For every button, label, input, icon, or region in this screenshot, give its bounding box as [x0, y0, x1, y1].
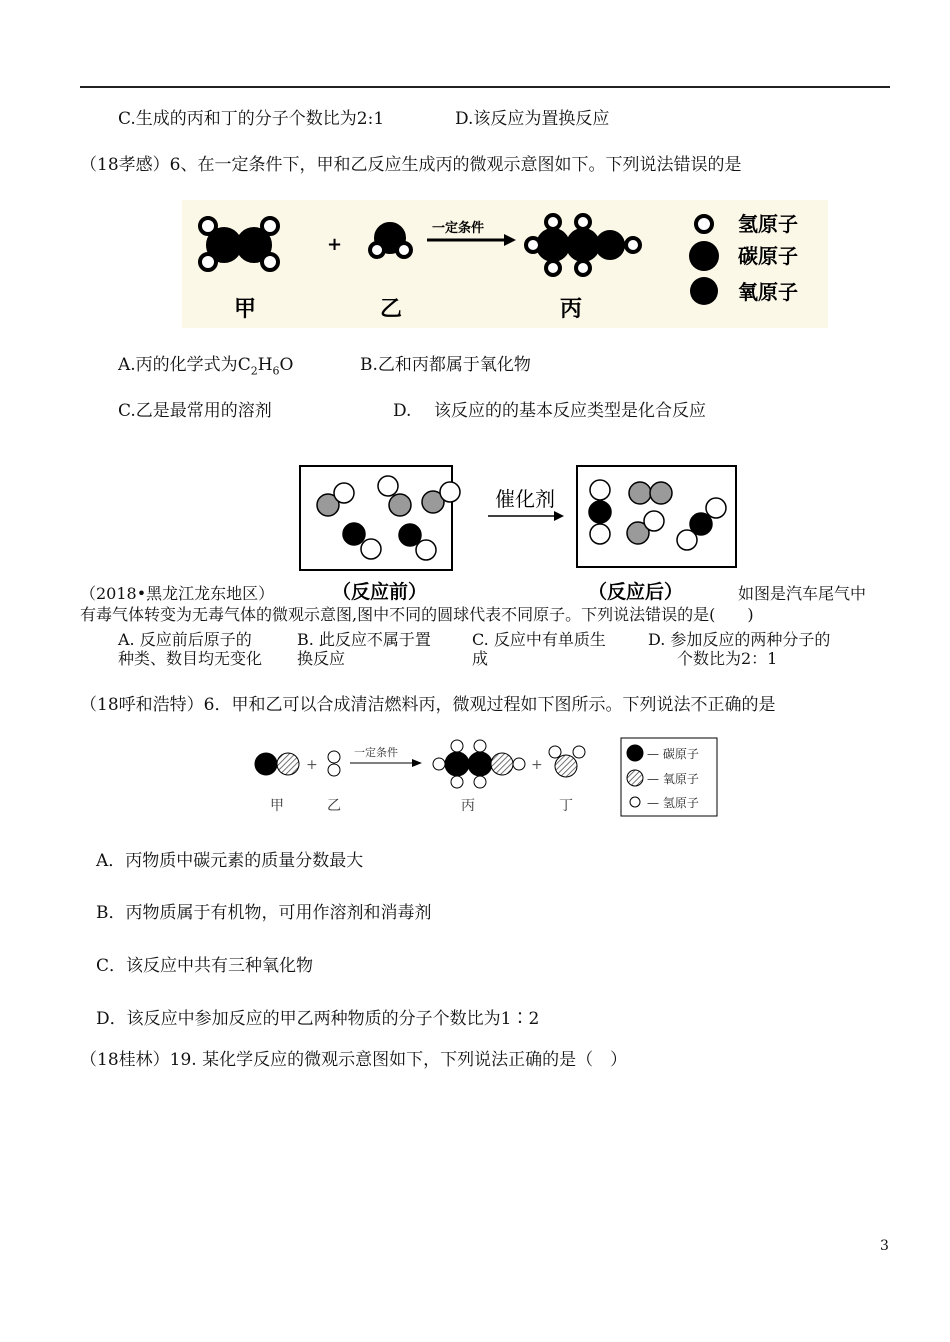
q2-option-d: D. 参加反应的两种分子的 个数比为2：1 [648, 630, 831, 668]
prev-option-d: D.该反应为置换反应 [455, 109, 610, 129]
q2-label-before: （反应前） [332, 581, 428, 603]
hydrogen-atom-icon [630, 797, 640, 807]
q1-option-d-label: D. [393, 401, 412, 421]
carbon-atom-icon [627, 745, 643, 761]
q1-option-a: A.丙的化学式为$C_2H_6O$ [118, 355, 294, 378]
q1-label-yi: 乙 [380, 297, 403, 322]
q1-legend [689, 212, 798, 305]
q1-label-bing: 丙 [560, 297, 583, 322]
q2-reaction-diagram [298, 464, 740, 604]
svg-text:氢原子: 氢原子 [738, 212, 798, 236]
q1-option-c: C.乙是最常用的溶剂 [118, 401, 272, 421]
q4-stem: （18桂林）19. 某化学反应的微观示意图如下，下列说法正确的是（ ） [80, 1050, 628, 1070]
svg-text:+: + [531, 757, 543, 773]
q3-label-ding: 丁 [559, 798, 573, 814]
q2-option-c: C. 反应中有单质生 成 [472, 630, 606, 668]
header-rule [80, 86, 890, 88]
q3-reaction-diagram [250, 736, 722, 820]
oxygen-atom-icon [627, 770, 643, 786]
q3-option-d: D．该反应中参加反应的甲乙两种物质的分子个数比为1∶2 [96, 1009, 540, 1029]
q1-label-jia: 甲 [234, 297, 257, 322]
svg-text:— 碳原子: — 碳原子 [647, 747, 699, 761]
carbon-atom-icon [689, 241, 719, 271]
q3-molecule-yi [328, 751, 340, 776]
svg-text:— 氧原子: — 氧原子 [647, 772, 699, 786]
oxygen-atom-icon [690, 277, 718, 305]
q2-arrow-label: 催化剂 [495, 487, 555, 511]
q3-arrow-label: 一定条件 [354, 746, 398, 759]
q3-legend [621, 738, 717, 816]
svg-text:— 氢原子: — 氢原子 [647, 796, 699, 810]
q2-option-b: B. 此反应不属于置 换反应 [297, 630, 431, 668]
q3-stem: （18呼和浩特）6．甲和乙可以合成清洁燃料丙，微观过程如下图所示。下列说法不正确的是 [80, 695, 776, 715]
q1-arrow-label: 一定条件 [432, 221, 485, 236]
q1-option-b: B.乙和丙都属于氧化物 [360, 355, 531, 375]
q2-option-a: A. 反应前后原子的 种类、数目均无变化 [118, 630, 263, 668]
q3-molecule-jia [255, 753, 299, 775]
q2-label-after: （反应后） [588, 581, 684, 603]
svg-text:氧原子: 氧原子 [738, 280, 798, 304]
prev-option-c: C.生成的丙和丁的分子个数比为2:1 [118, 109, 385, 129]
q3-label-bing: 丙 [461, 798, 475, 814]
svg-text:+: + [306, 757, 318, 773]
svg-text:碳原子: 碳原子 [738, 244, 798, 268]
q3-molecule-ding [549, 746, 585, 777]
q2-stem-2: 有毒气体转变为无毒气体的微观示意图,图中不同的圆球代表不同原子。下列说法错误的是( ) [80, 605, 754, 624]
q1-stem: （18孝感）6、在一定条件下，甲和乙反应生成丙的微观示意图如下。下列说法错误的是 [80, 155, 742, 175]
q2-stem-1: 如图是汽车尾气中 [738, 584, 867, 603]
q3-molecule-bing [433, 740, 525, 788]
q3-label-yi: 乙 [327, 798, 341, 814]
q1-plus: + [327, 234, 343, 255]
page-number: 3 [880, 1238, 889, 1254]
q3-option-b: B．丙物质属于有机物，可用作溶剂和消毒剂 [96, 903, 432, 923]
q1-reaction-diagram [182, 200, 828, 328]
q3-option-a: A．丙物质中碳元素的质量分数最大 [96, 851, 364, 871]
q3-option-c: C．该反应中共有三种氧化物 [96, 956, 314, 976]
hydrogen-atom-icon [696, 216, 712, 232]
q2-source: （2018•黑龙江龙东地区） [80, 584, 275, 603]
q1-option-d-text: 该反应的的基本反应类型是化合反应 [434, 401, 706, 421]
q3-label-jia: 甲 [270, 798, 284, 814]
